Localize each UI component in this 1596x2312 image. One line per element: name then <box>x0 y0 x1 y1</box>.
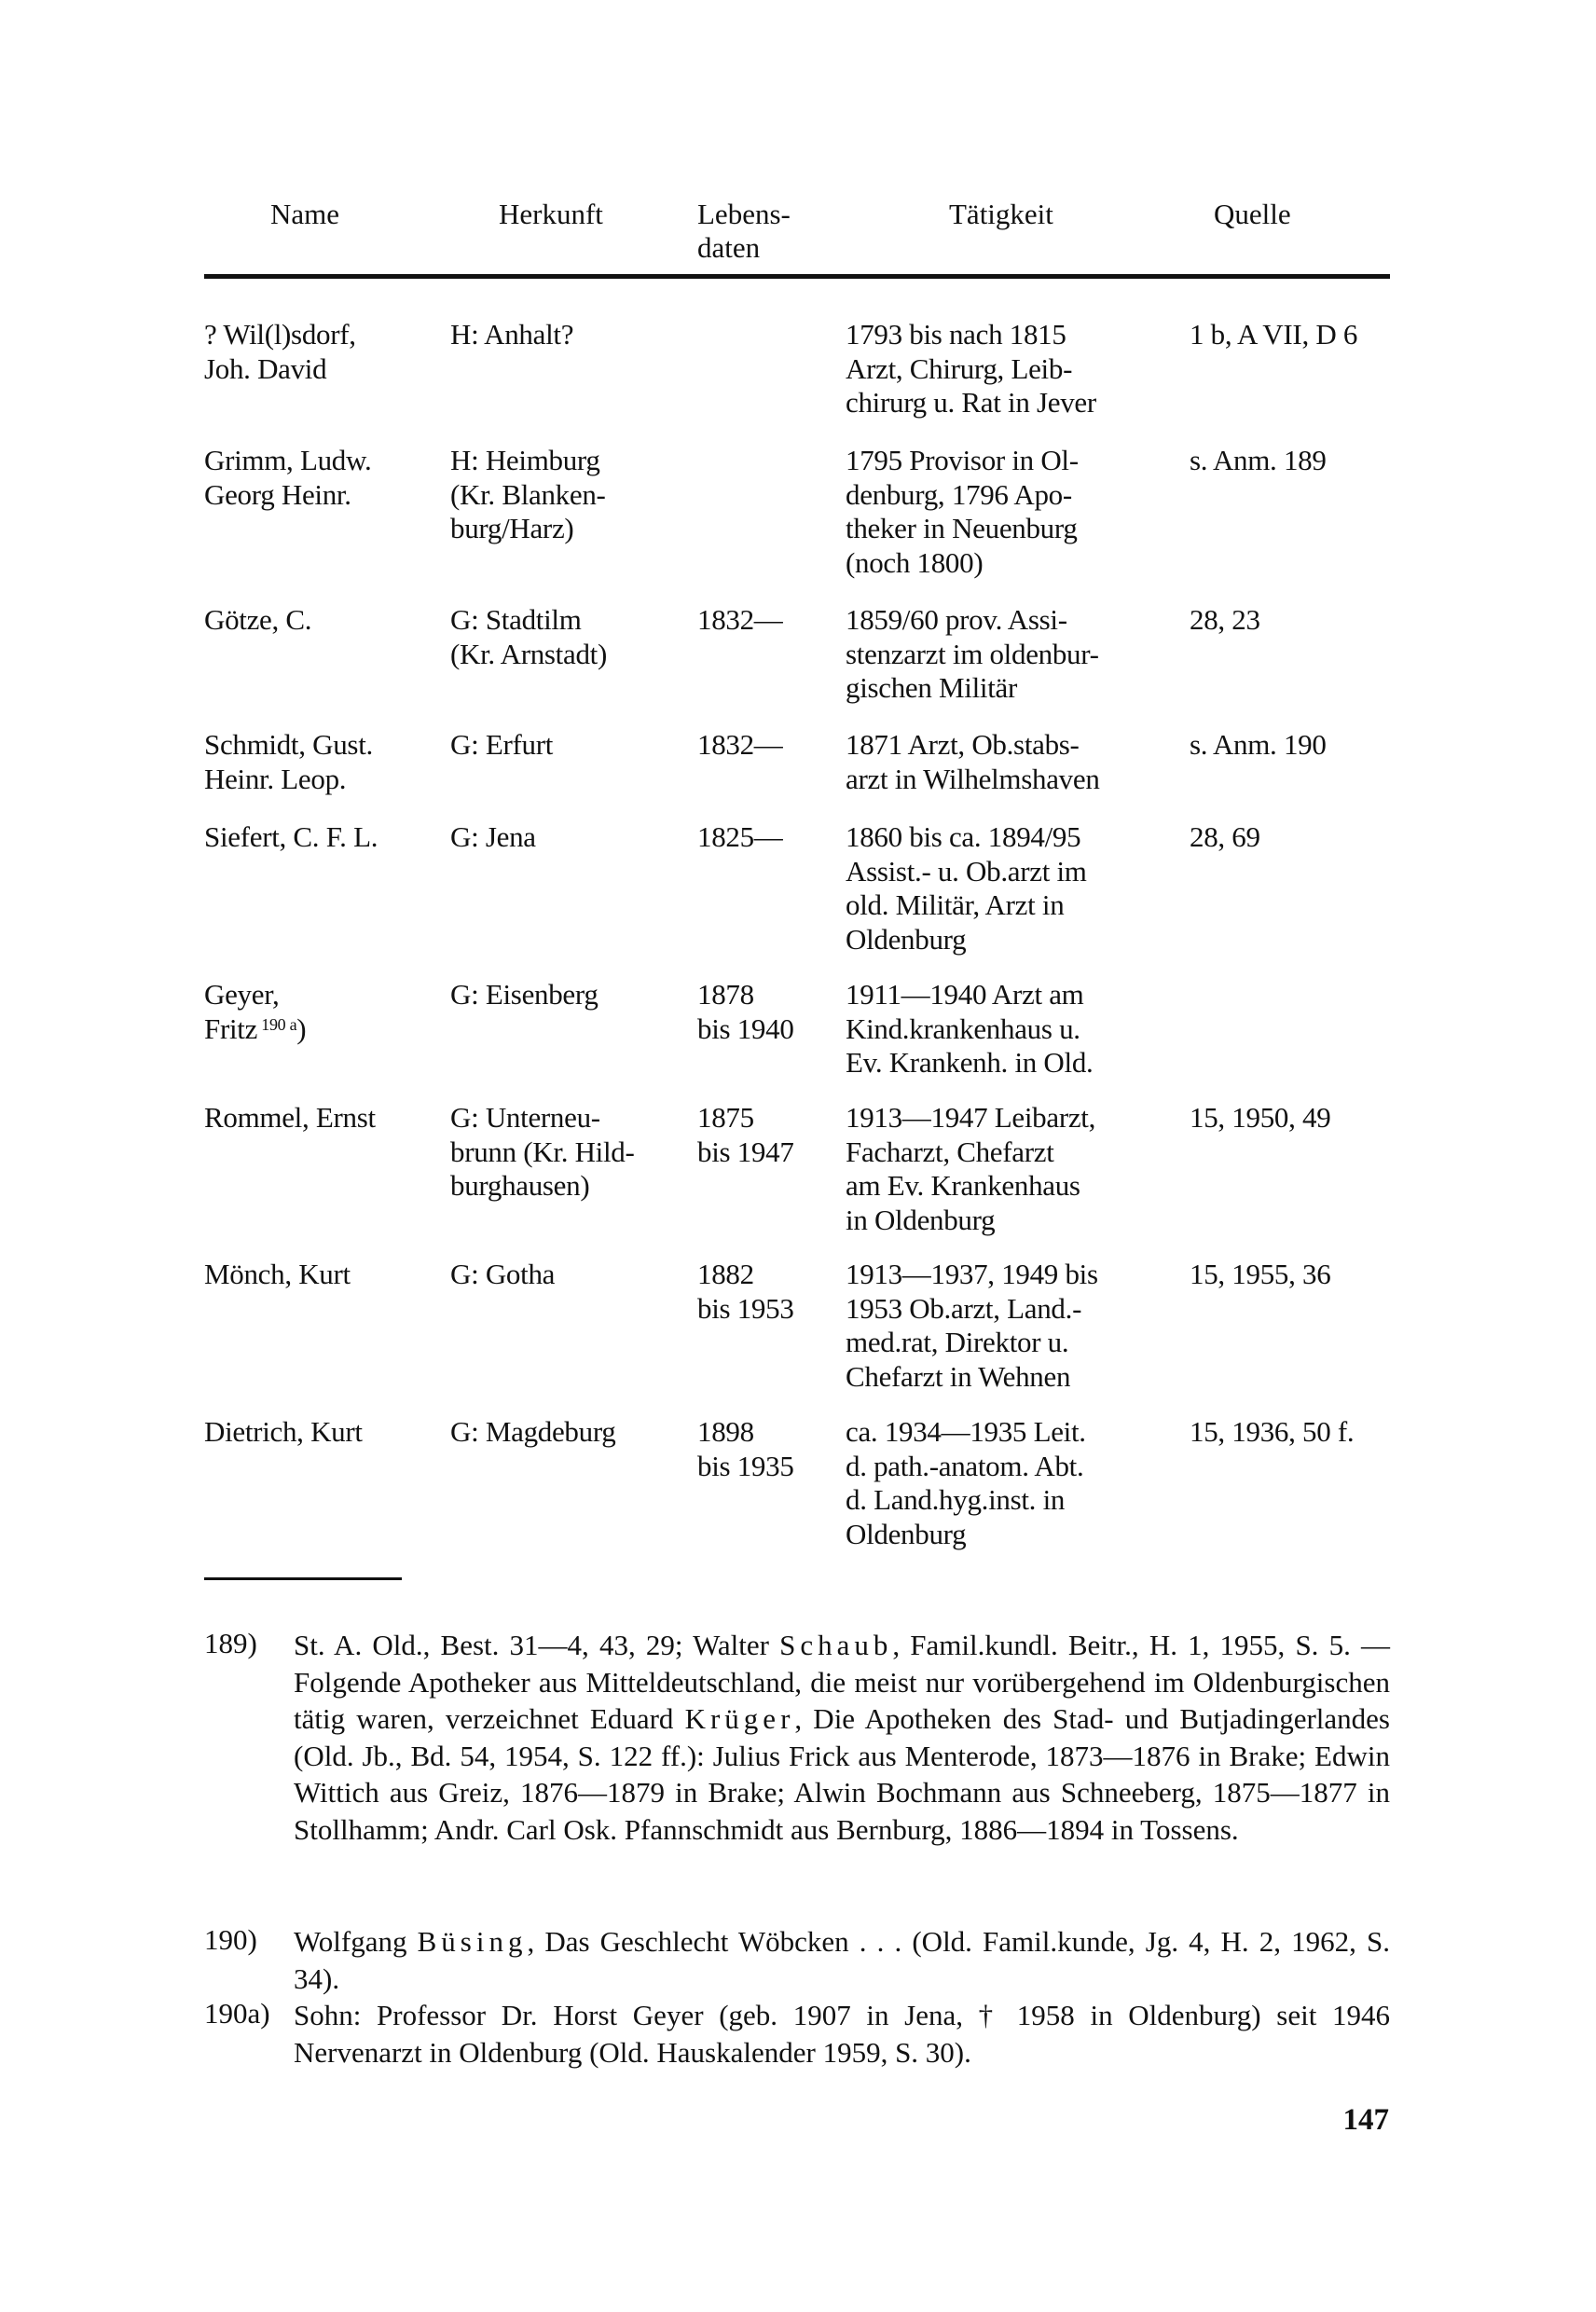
cell-name: ? Wil(l)sdorf, Joh. David <box>204 318 356 385</box>
header-quelle: Quelle <box>1214 198 1291 230</box>
cell-lebensdaten: 1875 bis 1947 <box>697 1101 794 1168</box>
cell-lebensdaten: 1898 bis 1935 <box>697 1415 794 1482</box>
cell-herkunft: H: Heimburg (Kr. Blanken- burg/Harz) <box>450 444 606 544</box>
footnote-text <box>294 1997 1390 2071</box>
footnote-label: 189) <box>204 1627 257 1659</box>
footnote-segment: , Die Apotheken des Stad- und Butjadingerlandes (Old. Jb., Bd. 54, 1954, S. 122 ff.): Julius Frick aus Menterode, 1873—1876 in Brake; Edwin Wittich aus Greiz, 1876—1879 in Brake; Alwin Bochmann aus Schneeberg, 1875—1877 in Stollhamm; Andr. Carl Osk. Pfannschmidt aus Bernburg, 1886—1894 in Tossens. <box>294 1702 1390 1846</box>
author-name: Krüger <box>684 1702 795 1735</box>
cell-herkunft: G: Gotha <box>450 1258 556 1290</box>
cell-quelle: 15, 1955, 36 <box>1190 1258 1331 1290</box>
cell-quelle: 15, 1936, 50 f. <box>1190 1415 1355 1448</box>
cell-name: Siefert, C. F. L. <box>204 820 378 853</box>
cell-taetigkeit: 1913—1937, 1949 bis 1953 Ob.arzt, Land.- med.rat, Direktor u. Chefarzt in Wehnen <box>846 1258 1098 1393</box>
cell-taetigkeit: ca. 1934—1935 Leit. d. path.-anatom. Abt. d. Land.hyg.inst. in Oldenburg <box>846 1415 1086 1550</box>
cell-herkunft: G: Magdeburg <box>450 1415 616 1448</box>
cell-herkunft: G: Erfurt <box>450 728 554 761</box>
header-lebensdaten: Lebens- daten <box>697 198 791 264</box>
cell-name: Dietrich, Kurt <box>204 1415 363 1448</box>
cell-taetigkeit: 1911—1940 Arzt am Kind.krankenhaus u. Ev. Krankenh. in Old. <box>846 978 1094 1079</box>
header-name: Name <box>270 198 340 230</box>
footnote-segment: Wolfgang <box>294 1925 418 1958</box>
cell-taetigkeit: 1859/60 prov. Assi- stenzarzt im oldenbur- gischen Militär <box>846 603 1099 704</box>
footnote-segment: , Famil.kundl. Beitr., H. 1, 1955, S. 5. — Folgende Apotheker aus Mitteldeutschland, die meist nur vorübergehend im Oldenburgischen tätig waren, verzeichnet Eduard <box>294 1629 1391 1735</box>
footnote <box>204 1627 1390 1848</box>
page-number: 147 <box>1342 2103 1389 2137</box>
cell-quelle: 28, 69 <box>1190 820 1260 853</box>
cell-name: Mönch, Kurt <box>204 1258 351 1290</box>
footnote-text <box>294 1627 1390 1848</box>
footnote-rule <box>204 1577 402 1580</box>
cell-name: Grimm, Ludw. Georg Heinr. <box>204 444 372 511</box>
footnote-label: 190) <box>204 1923 257 1956</box>
cell-taetigkeit: 1860 bis ca. 1894/95 Assist.- u. Ob.arzt im old. Militär, Arzt in Oldenburg <box>846 820 1087 956</box>
footnote-segment: Sohn: Professor Dr. Horst Geyer (geb. 1907 in Jena, † 1958 in Oldenburg) seit 1946 Nervenarzt in Oldenburg (Old. Hauskalender 1959, S. 30). <box>294 1999 1390 2069</box>
cell-taetigkeit: 1871 Arzt, Ob.stabs- arzt in Wilhelmshaven <box>846 728 1100 795</box>
footnote-segment: St. A. Old., Best. 31—4, 43, 29; Walter <box>294 1629 780 1661</box>
header-taetigkeit: Tätigkeit <box>949 198 1053 230</box>
cell-herkunft: G: Jena <box>450 820 536 853</box>
cell-name: Götze, C. <box>204 603 312 636</box>
cell-herkunft: H: Anhalt? <box>450 318 574 351</box>
footnote-label: 190a) <box>204 1997 270 2030</box>
cell-name: Geyer, Fritz $^{190 a}$) <box>204 978 307 1045</box>
cell-herkunft: G: Unterneu- brunn (Kr. Hild- burghausen) <box>450 1101 635 1202</box>
author-name: Schaub <box>779 1629 893 1661</box>
cell-taetigkeit: 1795 Provisor in Ol- denburg, 1796 Apo- theker in Neuenburg (noch 1800) <box>846 444 1079 579</box>
header-rule <box>204 274 1390 279</box>
header-herkunft: Herkunft <box>499 198 603 230</box>
cell-name: Schmidt, Gust. Heinr. Leop. <box>204 728 373 795</box>
cell-quelle: 15, 1950, 49 <box>1190 1101 1331 1134</box>
cell-quelle: s. Anm. 190 <box>1190 728 1327 761</box>
cell-quelle: 28, 23 <box>1190 603 1260 636</box>
footnote-text <box>294 1923 1390 1997</box>
cell-lebensdaten: 1832— <box>697 728 783 761</box>
cell-name: Rommel, Ernst <box>204 1101 376 1134</box>
footnote-ref: 190 a <box>257 1014 297 1034</box>
cell-lebensdaten: 1825— <box>697 820 783 853</box>
author-name: Büsing <box>417 1925 528 1958</box>
cell-lebensdaten: 1878 bis 1940 <box>697 978 794 1045</box>
cell-taetigkeit: 1913—1947 Leibarzt, Facharzt, Chefarzt am Ev. Krankenhaus in Oldenburg <box>846 1101 1096 1236</box>
cell-taetigkeit: 1793 bis nach 1815 Arzt, Chirurg, Leib- chirurg u. Rat in Jever <box>846 318 1096 419</box>
cell-lebensdaten: 1882 bis 1953 <box>697 1258 794 1325</box>
cell-lebensdaten: 1832— <box>697 603 783 636</box>
cell-quelle: s. Anm. 189 <box>1190 444 1327 476</box>
cell-herkunft: G: Stadtilm (Kr. Arnstadt) <box>450 603 607 670</box>
footnote <box>204 1923 1390 1997</box>
cell-quelle: 1 b, A VII, D 6 <box>1190 318 1358 351</box>
cell-herkunft: G: Eisenberg <box>450 978 598 1011</box>
footnote-segment: , Das Geschlecht Wöbcken . . . (Old. Famil.kunde, Jg. 4, H. 2, 1962, S. 34). <box>294 1925 1390 1995</box>
footnote <box>204 1997 1390 2071</box>
